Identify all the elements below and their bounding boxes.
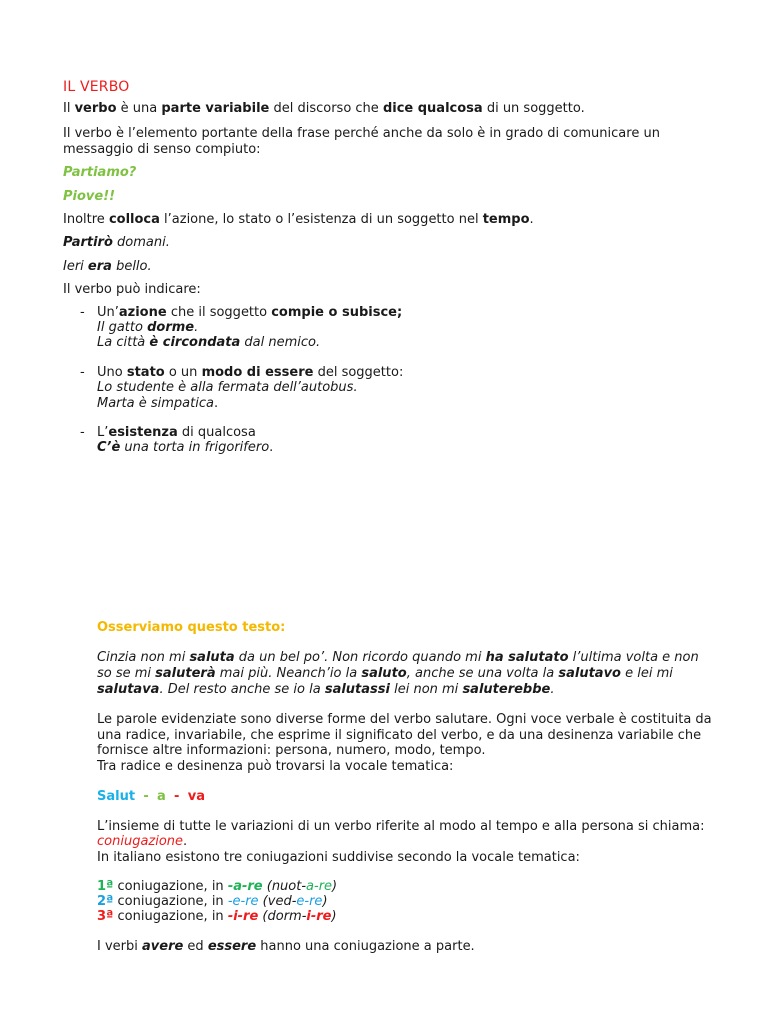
example-line: Partirò domani. [63,235,170,250]
bullet-item: Uno stato o un modo di essere del soggetto: [97,365,404,380]
paragraph-line: I verbi avere ed essere hanno una coniugazione a parte. [97,939,475,954]
conjugation-row: 3ª coniugazione, in -i-re (dorm-i-re) [97,909,337,924]
example-line: Ieri era bello. [63,259,152,274]
bullet-dash: - [80,425,85,440]
bullet-example: Il gatto dorme. [97,320,199,335]
conjugation-row: 1ª coniugazione, in -a-re (nuot-a-re) [97,879,338,894]
bullet-item: L’esistenza di qualcosa [97,425,256,440]
bullet-item: Un’azione che il soggetto compie o subisce; [97,305,403,320]
paragraph-line: Il verbo è l’elemento portante della frase perché anche da solo è in grado di comunicare un [63,126,660,141]
text-line: salutava. Del resto anche se io la salutassi lei non mi saluterebbe. [97,682,555,697]
paragraph-line: Tra radice e desinenza può trovarsi la vocale tematica: [97,759,454,774]
word-split: Salut - a - va [97,789,205,804]
paragraph-line: Inoltre colloca l’azione, lo stato o l’esistenza di un soggetto nel tempo. [63,212,534,227]
text-line: so se mi saluterà mai più. Neanch’io la saluto, anche se una volta la salutavo e lei mi [97,666,673,681]
bullet-example: C’è una torta in frigorifero. [97,440,274,455]
paragraph-line: fornisce altre informazioni: persona, numero, modo, tempo. [97,743,486,758]
page-title: IL VERBO [63,79,130,95]
bullet-example: Lo studente è alla fermata dell’autobus. [97,380,358,395]
paragraph-line: Le parole evidenziate sono diverse forme del verbo salutare. Ogni voce verbale è costituita da [97,712,712,727]
bullet-example: La città è circondata dal nemico. [97,335,321,350]
bullet-dash: - [80,305,85,320]
example-green: Piove!! [63,189,116,204]
definition-line: Il verbo è una parte variabile del discorso che dice qualcosa di un soggetto. [63,101,585,116]
paragraph-line: messaggio di senso compiuto: [63,142,261,157]
section-heading: Osserviamo questo testo: [97,620,286,635]
example-green: Partiamo? [63,165,137,180]
paragraph-line: una radice, invariabile, che esprime il significato del verbo, e da una desinenza variabile che [97,728,702,743]
conjugation-row: 2ª coniugazione, in -e-re (ved-e-re) [97,894,328,909]
paragraph-line: coniugazione. [97,834,188,849]
paragraph-line: L’insieme di tutte le variazioni di un verbo riferite al modo al tempo e alla persona si chiama: [97,819,705,834]
paragraph-line: Il verbo può indicare: [63,282,201,297]
text-line: Cinzia non mi saluta da un bel po’. Non ricordo quando mi ha salutato l’ultima volta e non [97,650,699,665]
bullet-example: Marta è simpatica. [97,396,219,411]
paragraph-line: In italiano esistono tre coniugazioni suddivise secondo la vocale tematica: [97,850,580,865]
bullet-dash: - [80,365,85,380]
